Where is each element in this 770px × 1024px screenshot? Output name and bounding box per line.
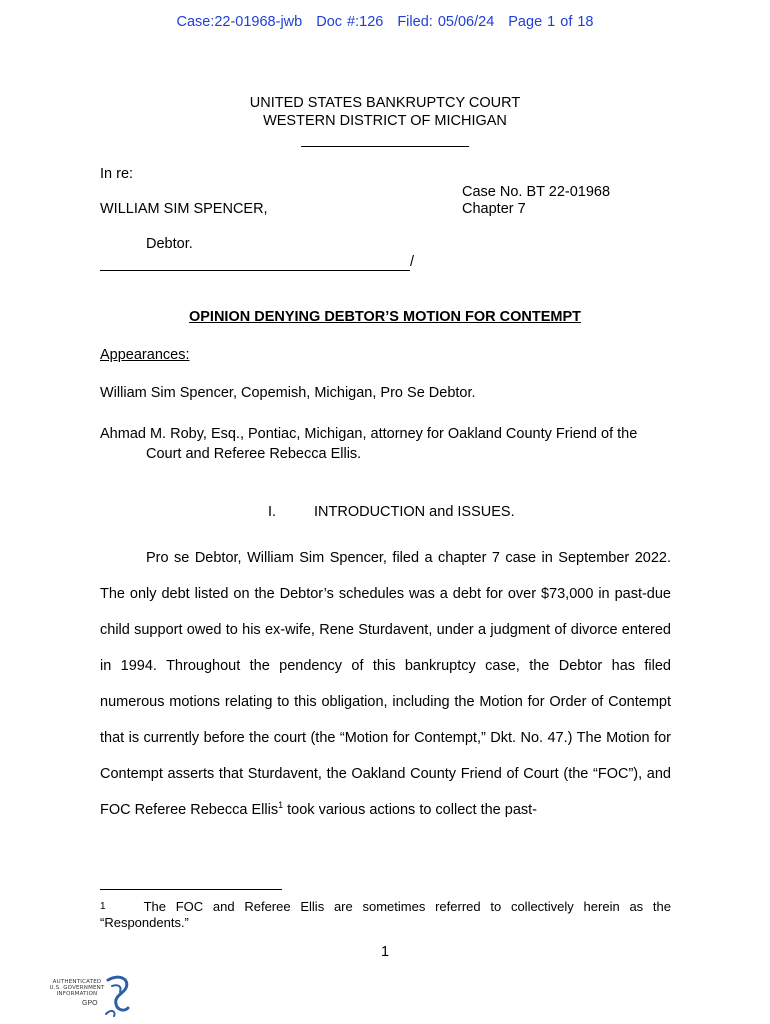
- opinion-body: [100, 540, 671, 828]
- footnote-number: 1: [100, 901, 106, 912]
- appearance-entry-debtor: William Sim Spencer, Copemish, Michigan, Pro Se Debtor.: [100, 385, 476, 401]
- header-case-number: Case:22-01968-jwb: [176, 14, 303, 30]
- gpo-logo-mark: GPO: [82, 1000, 98, 1007]
- opinion-title: OPINION DENYING DEBTOR’S MOTION FOR CONTEMPT: [188, 309, 582, 325]
- court-divider: [301, 146, 469, 147]
- body-paragraph-text: Pro se Debtor, William Sim Spencer, filed a chapter 7 case in September 2022. The only debt listed on the Debtor’s schedules was a debt for over $73,000 in past-due child support owed to his ex-wife, Rene Sturdavent, under a judgment of divorce entered in 1994. Throughout the pendency of this bankruptcy case, the Debtor has filed numerous motions relating to this obligation, including the Motion for Order of Contempt that is currently before the court (the “Motion for Contempt,” Dkt. No. 47.) The Motion for Contempt asserts that Sturdavent, the Oakland County Friend of Court (the “FOC”), and FOC Referee Rebecca Ellis: [100, 550, 671, 818]
- body-paragraph: [100, 540, 671, 828]
- eagle-icon: [104, 974, 132, 1018]
- caption-in-re: In re:: [100, 166, 134, 182]
- gpo-authentication-logo: [46, 974, 136, 1018]
- court-name: [0, 94, 770, 130]
- appearance-entry-respondents: [100, 424, 675, 464]
- footnote-divider: [100, 889, 282, 890]
- body-paragraph-continued: took various actions to collect the past-: [283, 802, 537, 818]
- header-filed-date: Filed: 05/06/24: [397, 14, 495, 30]
- court-name-line2: WESTERN DISTRICT OF MICHIGAN: [263, 113, 507, 129]
- caption-debtor-name: WILLIAM SIM SPENCER,: [100, 201, 268, 217]
- footnote-text: The FOC and Referee Ellis are sometimes referred to collectively herein as the “Respondents.”: [100, 899, 671, 930]
- section-numeral: I.: [268, 504, 277, 520]
- header-page-count: Page 1 of 18: [508, 14, 594, 30]
- gpo-logo-text: AUTHENTICATED U.S. GOVERNMENT INFORMATION: [49, 979, 105, 997]
- appearance-entry-line1: Ahmad M. Roby, Esq., Pontiac, Michigan, attorney for Oakland County Friend of the: [100, 426, 638, 442]
- footnote-reference: 1: [278, 800, 284, 811]
- caption-case-number: Case No. BT 22-01968: [462, 184, 611, 200]
- caption-debtor-label: Debtor.: [146, 236, 193, 252]
- caption-chapter: Chapter 7: [462, 201, 526, 217]
- section-heading: INTRODUCTION and ISSUES.: [314, 504, 515, 520]
- header-doc-number: Doc #:126: [316, 14, 384, 30]
- filing-header: [0, 14, 770, 30]
- court-name-line1: UNITED STATES BANKRUPTCY COURT: [249, 95, 521, 111]
- footnote: [100, 899, 671, 931]
- page-number: 1: [380, 944, 390, 960]
- caption-rule: [100, 270, 410, 271]
- appearances-heading: Appearances:: [100, 347, 190, 363]
- caption-slash: /: [410, 254, 415, 270]
- appearance-entry-line2: Court and Referee Rebecca Ellis.: [146, 446, 362, 462]
